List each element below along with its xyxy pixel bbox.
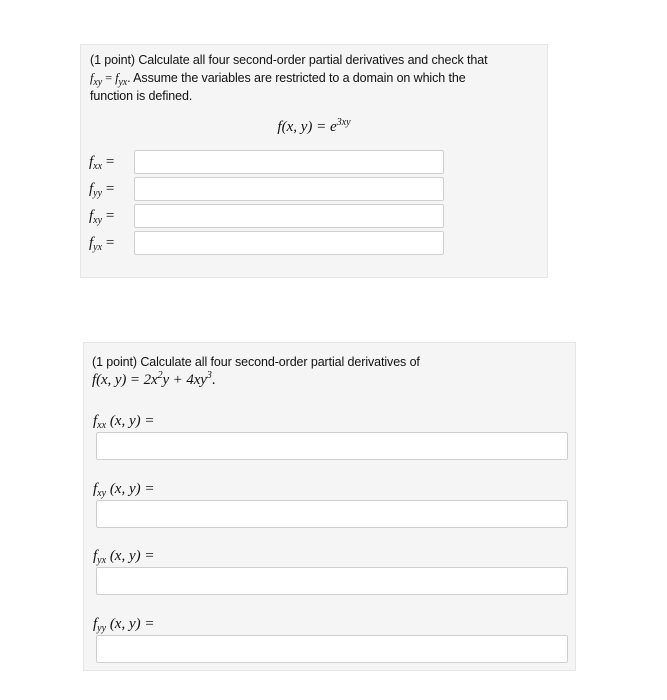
problem-2-prompt xyxy=(92,353,562,371)
answer-input-fxx[interactable] xyxy=(134,150,444,174)
label-fxx: $f_{xx}$ = xyxy=(89,153,115,172)
check-rhs: $f_{yx}$ xyxy=(115,71,128,88)
answer-input-fyy[interactable] xyxy=(134,177,444,201)
answer-input-fyx[interactable] xyxy=(134,231,444,255)
answer-input-fyx[interactable] xyxy=(96,567,568,595)
prompt-text-1: Calculate all four second-order partial derivatives and check that xyxy=(138,53,488,67)
function-definition: f(x, $y) = e^{3xy}$ xyxy=(277,117,351,135)
label-fyy: $f_{yy}$ = xyxy=(89,180,115,199)
label-fyx: $f_{yx}$ (x, y) = xyxy=(93,548,155,566)
answer-input-fxy[interactable] xyxy=(134,204,444,228)
answer-row-fyy xyxy=(89,177,444,201)
answer-row-fxx xyxy=(89,150,444,174)
problem-1-panel xyxy=(80,44,548,278)
label-fxy: $f_{xy}$ (x, y) = xyxy=(93,481,155,499)
prompt-text-3: function is defined. xyxy=(90,89,193,103)
label-fyy: $f_{yy}$ (x, y) = xyxy=(93,616,155,634)
prompt-text: Calculate all four second-order partial derivatives of xyxy=(140,355,420,369)
answer-input-fxx[interactable] xyxy=(96,432,568,460)
label-fxx: $f_{xx}$ (x, y) = xyxy=(93,413,155,431)
answer-row-fxy xyxy=(89,204,444,228)
function-definition: f(x, $y) = 2x^2y + 4xy^3$. xyxy=(92,370,216,388)
points-label: (1 point) xyxy=(92,355,137,369)
check-lhs: $f_{xy}$ xyxy=(90,71,103,88)
check-eq: = xyxy=(102,71,116,85)
answer-input-fyy[interactable] xyxy=(96,635,568,663)
problem-2-panel xyxy=(83,342,576,671)
label-fxy: $f_{xy}$ = xyxy=(89,207,115,226)
answer-input-fxy[interactable] xyxy=(96,500,568,528)
problem-1-prompt xyxy=(90,51,540,105)
prompt-text-2: . Assume the variables are restricted to a domain on which the xyxy=(127,71,466,85)
label-fyx: $f_{yx}$ = xyxy=(89,234,115,253)
answer-row-fyx xyxy=(89,231,444,255)
points-label: (1 point) xyxy=(90,53,135,67)
